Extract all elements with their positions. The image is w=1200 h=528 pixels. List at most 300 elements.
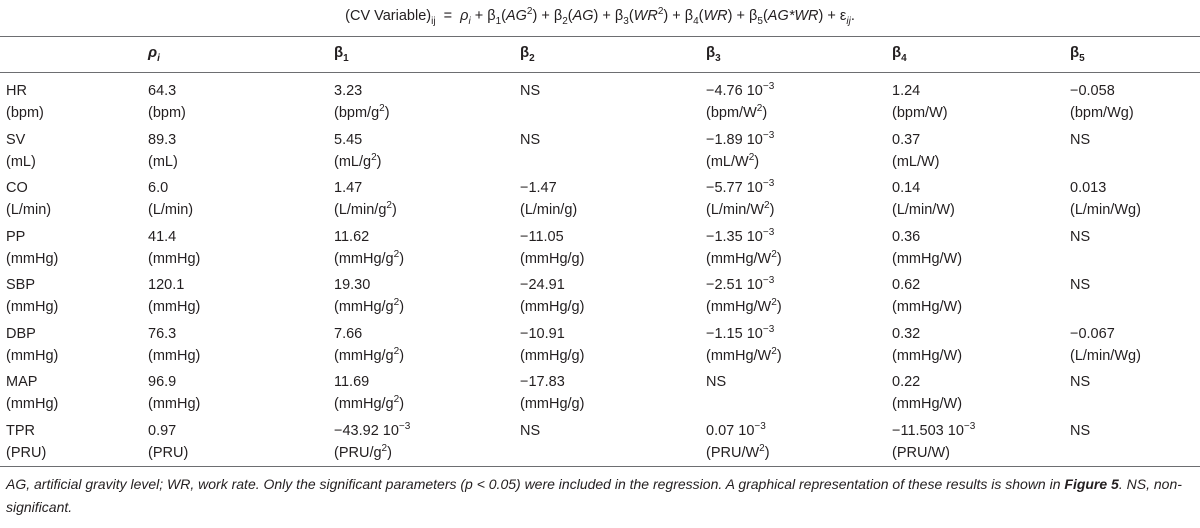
value-text: 0.07 10: [706, 422, 755, 439]
value-text: −11.05: [520, 228, 564, 245]
cell-rho: [148, 323, 200, 367]
cell-value: [706, 129, 774, 151]
unit-text: (L/min): [6, 202, 52, 218]
cell-beta4: [892, 323, 962, 367]
equation-term1-prefix: + β: [474, 8, 496, 24]
cell-unit: [706, 345, 782, 367]
equation-lhs: (CV Variable): [345, 8, 432, 24]
value-text: NS: [520, 83, 541, 99]
unit-superscript: 2: [759, 442, 765, 454]
cell-rho: [148, 226, 200, 270]
cell-unit: [520, 199, 577, 221]
unit-text: (mmHg/W: [706, 299, 772, 315]
cell-beta1: [334, 420, 410, 464]
value-text: CO: [6, 180, 28, 196]
cell-value: [148, 371, 200, 393]
cell-beta4: [892, 420, 975, 464]
value-text: 0.14: [892, 180, 921, 196]
unit-text: (PRU/W: [706, 444, 760, 461]
unit-close: ): [399, 396, 405, 412]
cell-value: [148, 274, 200, 296]
cell-beta4: [892, 80, 948, 124]
cell-value: [334, 177, 397, 199]
cell-unit: [520, 345, 584, 367]
cell-beta3: [706, 371, 726, 393]
cell-value: [892, 80, 948, 102]
value-text: 0.013: [1070, 180, 1107, 196]
cell-beta1: [334, 323, 404, 367]
cell-beta1: [334, 371, 404, 415]
value-text: NS: [1070, 422, 1091, 439]
cell-value: [334, 226, 404, 248]
value-text: 6.0: [148, 180, 169, 196]
cell-value: [334, 420, 410, 442]
cell-unit: [6, 199, 51, 221]
cell-unit: [6, 102, 44, 124]
cell-value: [148, 80, 186, 102]
equation-term3-superscript: 2: [657, 6, 664, 18]
cell-unit: [6, 296, 58, 318]
cell-unit: [892, 102, 948, 124]
cell-unit: [892, 248, 962, 270]
cell-unit: [706, 296, 782, 318]
value-text: 11.62: [334, 228, 370, 245]
cell-value: [520, 420, 540, 442]
value-text: 89.3: [148, 131, 177, 148]
header-beta4: $\beta_4$: [892, 44, 907, 64]
cell-value: [892, 177, 955, 199]
cell-beta3: [706, 177, 774, 221]
unit-text: (L/min/Wg): [1070, 202, 1141, 218]
cell-value: [148, 420, 188, 442]
cell-value: [706, 80, 774, 102]
cell-beta2: [520, 420, 540, 442]
cell-unit: [148, 102, 186, 124]
value-text: 7.66: [334, 325, 363, 342]
cell-value: [148, 226, 200, 248]
value-text: −43.92 10: [334, 422, 399, 439]
cell-variable: [6, 129, 36, 173]
cell-beta3: [706, 323, 782, 367]
unit-close: ): [776, 299, 782, 315]
cell-unit: [892, 199, 955, 221]
value-exponent: −3: [762, 129, 775, 141]
cell-value: [334, 129, 381, 151]
table-row: [0, 274, 1200, 323]
cell-unit: [892, 393, 962, 415]
value-text: SBP: [6, 277, 36, 293]
value-text: NS: [1070, 277, 1091, 293]
unit-text: (mmHg/W: [706, 347, 772, 364]
unit-superscript: 2: [381, 442, 388, 454]
cell-unit: [1070, 345, 1141, 367]
unit-text: (mL/W: [706, 153, 749, 170]
value-text: −24.91: [520, 277, 565, 293]
unit-text: (mmHg): [148, 250, 201, 267]
equation-term1-superscript: 2: [526, 6, 533, 18]
table-footnote: [6, 473, 1194, 519]
value-text: −0.058: [1070, 83, 1115, 99]
cell-value: [520, 80, 540, 102]
equation-error-term: + ε: [827, 8, 847, 24]
equation-lhs-subscript: ij: [431, 15, 436, 27]
cell-variable: [6, 420, 46, 464]
unit-superscript: 2: [386, 200, 392, 212]
value-text: 1.24: [892, 83, 921, 99]
unit-text: (mmHg/W: [706, 250, 772, 267]
cell-unit: [148, 393, 200, 415]
table-row: [0, 323, 1200, 372]
value-exponent: −3: [963, 420, 976, 432]
cell-unit: [892, 442, 975, 464]
cell-value: [892, 420, 975, 442]
unit-close: ): [776, 347, 782, 364]
unit-close: ): [776, 250, 782, 267]
cell-beta2: [520, 129, 540, 151]
unit-text: (bpm): [148, 105, 186, 121]
unit-text: (mmHg): [148, 299, 201, 315]
unit-text: (mmHg/g): [520, 250, 585, 267]
cell-beta2: [520, 274, 584, 318]
cell-value: [1070, 371, 1090, 393]
cell-unit: [334, 151, 381, 173]
equation-term5-variable: AG*WR: [767, 8, 819, 24]
cell-unit: [6, 345, 58, 367]
cell-beta4: [892, 371, 962, 415]
cell-rho: [148, 177, 193, 221]
unit-text: (mmHg/g): [520, 396, 585, 412]
cell-variable: [6, 80, 44, 124]
cell-unit: [706, 248, 782, 270]
cell-beta2: [520, 177, 577, 221]
cell-unit: [892, 345, 962, 367]
equation-term2-variable: AG: [572, 8, 594, 24]
cell-value: [520, 323, 584, 345]
cell-value: [1070, 274, 1090, 296]
equation-term5-prefix: + β: [736, 8, 758, 24]
unit-text: (bpm/W): [892, 105, 948, 121]
value-exponent: −3: [762, 323, 775, 335]
unit-text: (mmHg/g): [520, 347, 585, 364]
cell-value: [334, 323, 404, 345]
cell-unit: [520, 393, 584, 415]
cell-beta1: [334, 80, 390, 124]
figure-reference-link[interactable]: Figure 5: [1064, 476, 1119, 492]
equation-term1-variable: AG: [505, 8, 527, 24]
unit-text: (L/min/W): [892, 202, 955, 218]
cell-unit: [334, 248, 404, 270]
table-row: [0, 371, 1200, 420]
cell-beta1: [334, 129, 381, 173]
cell-unit: [1070, 102, 1134, 124]
cell-beta5: [1070, 177, 1141, 221]
unit-close: ): [399, 299, 405, 315]
unit-close: ): [387, 444, 392, 461]
cell-beta1: [334, 226, 404, 270]
cell-value: [6, 274, 58, 296]
cell-unit: [706, 151, 774, 173]
cell-variable: [6, 274, 58, 318]
unit-text: (mmHg/g: [334, 347, 394, 364]
unit-text: (mmHg): [6, 299, 59, 315]
cell-beta4: [892, 129, 940, 173]
unit-text: (mmHg): [148, 396, 201, 412]
unit-close: ): [384, 105, 390, 121]
unit-close: ): [754, 153, 760, 170]
unit-close: ): [399, 250, 405, 267]
cell-value: [148, 323, 200, 345]
cell-value: [6, 80, 44, 102]
value-text: 19.30: [334, 277, 371, 293]
cell-value: [706, 371, 726, 393]
cell-unit: [334, 102, 390, 124]
value-text: 0.97: [148, 422, 177, 439]
equation-end: .: [850, 8, 855, 24]
table-row: [0, 80, 1200, 129]
unit-superscript: 2: [393, 297, 400, 309]
cell-beta3: [706, 129, 774, 173]
value-text: −1.47: [520, 180, 557, 196]
value-text: HR: [6, 83, 27, 99]
unit-text: (mmHg/g): [520, 299, 585, 315]
equation-term4-subscript: 4: [693, 15, 699, 27]
cell-rho: [148, 371, 200, 415]
table-row: [0, 420, 1200, 469]
cell-variable: [6, 323, 58, 367]
cell-unit: [706, 102, 774, 124]
cell-beta4: [892, 177, 955, 221]
value-text: −17.83: [520, 374, 565, 390]
cell-variable: [6, 371, 58, 415]
cell-beta1: [334, 274, 404, 318]
value-text: −5.77 10: [706, 180, 763, 196]
value-exponent: −3: [762, 81, 775, 93]
cell-value: [706, 323, 782, 345]
value-text: PP: [6, 228, 26, 245]
cell-value: [6, 129, 36, 151]
cell-value: [1070, 420, 1090, 442]
equation-term4-variable: WR: [703, 8, 728, 24]
equation-term1-subscript: 1: [495, 15, 502, 27]
cell-unit: [6, 248, 58, 270]
cell-rho: [148, 129, 178, 173]
cell-unit: [148, 248, 200, 270]
unit-close: ): [391, 202, 397, 218]
value-text: MAP: [6, 374, 38, 390]
unit-text: (L/min/W: [706, 202, 764, 218]
cell-value: [1070, 80, 1134, 102]
value-text: 96.9: [148, 374, 177, 390]
value-text: −11.503 10: [892, 422, 964, 439]
cell-beta4: [892, 274, 962, 318]
cell-rho: [148, 274, 200, 318]
cell-unit: [334, 199, 397, 221]
equation-rho-subscript: i: [468, 15, 471, 27]
unit-superscript: 2: [756, 103, 763, 115]
unit-close: ): [376, 153, 382, 170]
cell-value: [706, 177, 774, 199]
equation-term3-prefix: + β: [602, 8, 624, 24]
value-text: 0.36: [892, 228, 921, 245]
unit-text: (bpm/W: [706, 105, 757, 121]
table-row: [0, 226, 1200, 275]
cell-beta3: [706, 80, 774, 124]
value-text: −1.89 10: [706, 131, 763, 148]
cell-value: [334, 274, 404, 296]
unit-superscript: 2: [393, 394, 400, 406]
equation-term5-subscript: 5: [757, 15, 763, 27]
unit-text: (mmHg/g: [334, 250, 394, 267]
value-text: NS: [520, 131, 541, 148]
unit-text: (mmHg): [6, 250, 59, 267]
cell-value: [520, 177, 577, 199]
value-text: DBP: [6, 325, 36, 342]
value-exponent: −3: [754, 420, 766, 432]
unit-text: (L/min/Wg): [1070, 347, 1141, 364]
value-text: −10.91: [520, 325, 565, 342]
unit-text: (mmHg/W): [892, 347, 963, 364]
unit-text: (mmHg/W): [892, 299, 963, 315]
value-exponent: −3: [398, 420, 411, 432]
cell-value: [520, 274, 584, 296]
cell-value: [520, 129, 540, 151]
value-text: 0.22: [892, 374, 921, 390]
cell-value: [892, 129, 940, 151]
unit-text: (L/min): [148, 202, 194, 218]
value-text: −1.15 10: [706, 325, 763, 342]
cell-value: [6, 226, 58, 248]
cell-value: [892, 323, 962, 345]
cell-value: [6, 371, 58, 393]
header-beta2: $\beta_2$: [520, 44, 535, 64]
cell-beta5: [1070, 129, 1090, 151]
unit-text: (mL): [148, 153, 178, 170]
cell-beta5: [1070, 323, 1141, 367]
cell-variable: [6, 226, 58, 270]
unit-text: (mL/g: [334, 153, 372, 170]
cell-beta5: [1070, 420, 1090, 442]
cell-unit: [892, 296, 962, 318]
unit-superscript: 2: [393, 345, 400, 357]
cell-unit: [706, 199, 774, 221]
header-beta1: $\beta_1$: [334, 44, 349, 64]
value-text: 64.3: [148, 83, 177, 99]
value-text: 1.47: [334, 180, 363, 196]
value-text: NS: [1070, 131, 1091, 148]
unit-text: (mmHg): [6, 347, 59, 364]
cell-beta1: [334, 177, 397, 221]
footnote-text-end: . NS, non-significant.: [6, 476, 1182, 515]
table-row: [0, 129, 1200, 178]
cell-unit: [6, 151, 36, 173]
value-text: 3.23: [334, 83, 363, 99]
value-text: −2.51 10: [706, 277, 763, 293]
cell-unit: [6, 393, 58, 415]
table-row: [0, 177, 1200, 226]
cell-value: [1070, 226, 1090, 248]
unit-superscript: 2: [393, 248, 400, 260]
cell-value: [334, 80, 390, 102]
unit-text: (L/min/g: [334, 202, 387, 218]
unit-text: (mmHg): [148, 347, 201, 364]
unit-text: (mmHg/g: [334, 396, 394, 412]
unit-text: (bpm/Wg): [1070, 105, 1134, 121]
header-beta5: $\beta_5$: [1070, 44, 1085, 64]
cell-value: [520, 226, 584, 248]
cell-beta2: [520, 371, 584, 415]
cell-beta5: [1070, 226, 1090, 248]
value-text: 0.37: [892, 131, 921, 148]
unit-close: ): [764, 444, 770, 461]
cell-value: [706, 226, 782, 248]
unit-superscript: 2: [748, 151, 755, 163]
value-text: −0.067: [1070, 325, 1115, 342]
equation-term3-variable: WR: [633, 8, 658, 24]
value-text: 0.32: [892, 325, 921, 342]
unit-text: (mL): [6, 153, 36, 170]
cell-unit: [1070, 199, 1141, 221]
cell-unit: [706, 442, 770, 464]
cell-value: [1070, 129, 1090, 151]
cell-value: [706, 274, 782, 296]
unit-text: (bpm): [6, 105, 44, 121]
unit-superscript: 2: [771, 297, 777, 309]
cell-beta5: [1070, 371, 1090, 393]
cell-unit: [148, 345, 200, 367]
cell-unit: [334, 296, 404, 318]
cell-beta3: [706, 274, 782, 318]
equation-term3-subscript: 3: [623, 15, 629, 27]
value-text: 41.4: [148, 228, 177, 245]
footnote-text: AG, artificial gravity level; WR, work rate. Only the significant parameters (p < 0.05) were included in the regression. A graphical representation of these results is shown in: [6, 476, 1065, 492]
cell-beta5: [1070, 80, 1134, 124]
cell-rho: [148, 80, 186, 124]
equation-term2-prefix: + β: [541, 8, 563, 24]
table-bottom-rule: [0, 466, 1200, 467]
unit-text: (PRU): [6, 444, 47, 461]
unit-close: ): [762, 105, 768, 121]
cell-value: [148, 177, 193, 199]
cell-beta4: [892, 226, 962, 270]
equation-equals: =: [443, 8, 453, 24]
cell-unit: [334, 393, 404, 415]
cell-unit: [148, 151, 178, 173]
unit-text: (PRU): [148, 444, 189, 461]
unit-superscript: 2: [764, 200, 770, 212]
unit-close: ): [399, 347, 405, 364]
unit-text: (PRU/W): [892, 444, 950, 461]
value-exponent: −3: [762, 178, 775, 190]
value-text: 11.69: [334, 374, 370, 390]
cell-value: [892, 274, 962, 296]
value-text: NS: [1070, 228, 1091, 245]
equation-rho: ρ: [460, 8, 469, 24]
cell-value: [6, 323, 58, 345]
cell-beta3: [706, 420, 770, 464]
value-text: SV: [6, 131, 26, 148]
cell-rho: [148, 420, 188, 464]
cell-value: [892, 371, 962, 393]
cell-beta2: [520, 226, 584, 270]
cell-value: [706, 420, 770, 442]
cell-unit: [892, 151, 940, 173]
cell-value: [1070, 323, 1141, 345]
header-beta3: $\beta_3$: [706, 44, 721, 64]
unit-text: (PRU/g: [334, 444, 382, 461]
cell-unit: [334, 442, 410, 464]
table-header-row: [0, 44, 1200, 66]
table-body: [0, 80, 1200, 468]
